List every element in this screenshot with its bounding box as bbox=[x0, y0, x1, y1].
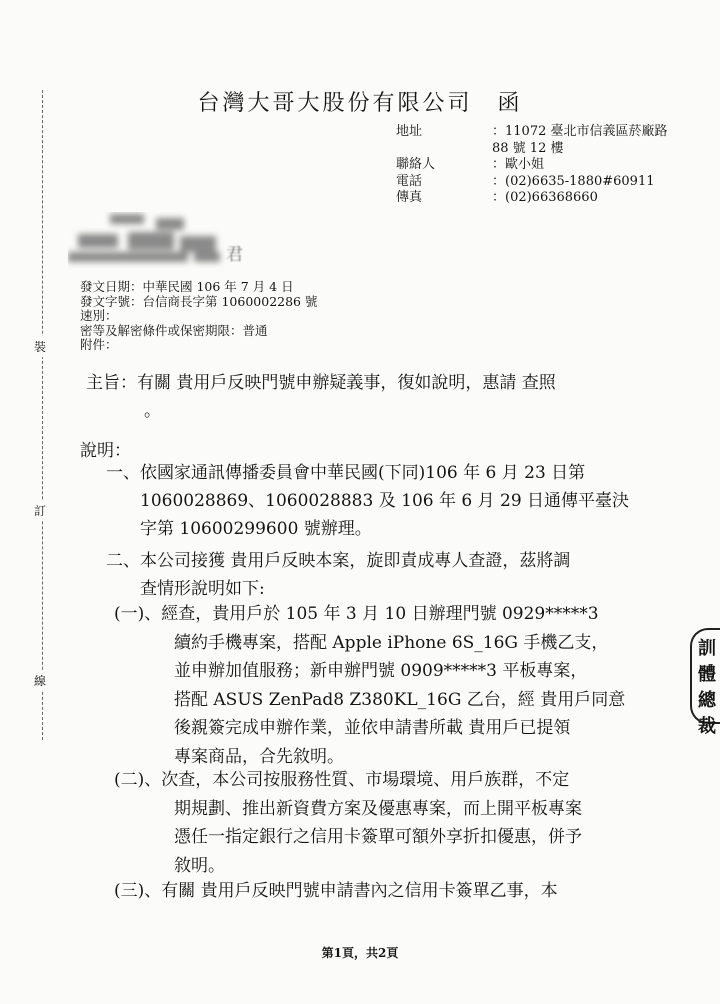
meta-date: 發文日期：中華民國 106 年 7 月 4 日 bbox=[80, 279, 294, 294]
meta-attachment: 附件： bbox=[80, 337, 118, 352]
contact-fax-row bbox=[396, 190, 676, 207]
binding-char-ding: 訂 bbox=[34, 500, 46, 521]
redacted-recipient bbox=[68, 212, 278, 270]
subpoint-one-line: 後親簽完成申辦作業，並依申請書所載 貴用戶已提領 bbox=[174, 718, 571, 738]
subpoint-one bbox=[114, 600, 636, 771]
subpoint-one-line: 搭配 ASUS ZenPad8 Z380KL_16G 乙台，經 貴用戶同意 bbox=[174, 689, 626, 710]
company-seal-stamp bbox=[690, 628, 720, 737]
point-two bbox=[106, 547, 636, 603]
contact-fax-value: ：(02)66368660 bbox=[492, 190, 598, 205]
letter-title: 台灣大哥大股份有限公司 函 bbox=[197, 91, 523, 116]
point-one bbox=[106, 459, 636, 543]
point-one-line: 字第 10600299600 號辦理。 bbox=[140, 519, 372, 539]
binding-char-xian: 線 bbox=[34, 670, 46, 691]
meta-doc-number: 發文字號：台信商長字第 1060002286 號 bbox=[80, 293, 318, 309]
contact-person-row bbox=[396, 157, 676, 174]
subpoint-two-line: 憑任一指定銀行之信用卡簽單可額外享折扣優惠，併予 bbox=[174, 827, 582, 847]
contact-fax-label: 傳真 bbox=[396, 190, 423, 205]
redaction-blur-graphic bbox=[68, 212, 278, 270]
contact-address-label: 地址 bbox=[396, 124, 423, 139]
contact-address-row bbox=[396, 124, 676, 157]
contact-person-value: ：歐小姐 bbox=[492, 157, 545, 172]
point-one-line: 1060028869、1060028883 及 106 年 6 月 29 日通傳平臺決 bbox=[140, 491, 630, 511]
point-two-line: 二、本公司接獲 貴用戶反映本案，旋即責成專人查證，茲將調 bbox=[106, 551, 571, 571]
subpoint-three-line: (三)、有關 貴用戶反映門號申請書內之信用卡簽單乙事，本 bbox=[114, 881, 558, 901]
contact-phone-label: 電話 bbox=[396, 173, 423, 189]
subpoint-two-line: 期規劃、推出新資費方案及優惠專案，而上開平板專案 bbox=[174, 798, 582, 819]
subject-line-cont: 。 bbox=[144, 401, 161, 421]
contact-block bbox=[396, 124, 676, 207]
subject-line: 主旨：有關 貴用戶反映門號申辦疑義事，復如說明，惠請 查照 bbox=[86, 373, 556, 393]
binding-char-zhuang: 裝 bbox=[34, 336, 46, 357]
contact-phone-row bbox=[396, 174, 676, 191]
subpoint-one-line: 並申辦加值服務；新申辦門號 0909*****3 平板專案， bbox=[174, 661, 588, 681]
meta-speed: 速別： bbox=[80, 308, 118, 323]
contact-address-value: ：11072 臺北市信義區菸廠路 88 號 12 樓 bbox=[492, 124, 668, 156]
subpoint-one-line: 續約手機專案，搭配 Apple iPhone 6S_16G 手機乙支， bbox=[174, 632, 609, 653]
subpoint-two bbox=[114, 766, 636, 880]
seal-text: 訓體總裁 bbox=[698, 638, 714, 737]
binding-margin-line bbox=[42, 90, 43, 740]
point-one-line: 一、依國家通訊傳播委員會中華民國(下同)106 年 6 月 23 日第 bbox=[106, 463, 586, 483]
meta-confidentiality: 密等及解密條件或保密期限：普通 bbox=[80, 322, 268, 338]
page-number: 第1頁，共2頁 bbox=[321, 946, 399, 960]
point-two-line: 查情形說明如下: bbox=[140, 579, 265, 599]
explanation-label: 說明： bbox=[80, 441, 131, 461]
subpoint-three bbox=[114, 877, 636, 906]
redacted-recipient-suffix: 君 bbox=[226, 245, 243, 265]
subpoint-two-line: (二)、次查，本公司按服務性質、市場環境、用戶族群，不定 bbox=[114, 770, 570, 790]
contact-person-label: 聯絡人 bbox=[396, 157, 436, 172]
contact-phone-value: ：(02)6635-1880#60911 bbox=[492, 173, 655, 189]
document-meta bbox=[80, 280, 317, 353]
subpoint-one-line: (一)、經查，貴用戶於 105 年 3 月 10 日辦理門號 0929*****3 bbox=[114, 604, 599, 624]
subject bbox=[86, 369, 646, 425]
subpoint-one-line: 專案商品，合先敘明。 bbox=[174, 746, 344, 767]
subpoint-two-line: 敘明。 bbox=[174, 855, 225, 876]
